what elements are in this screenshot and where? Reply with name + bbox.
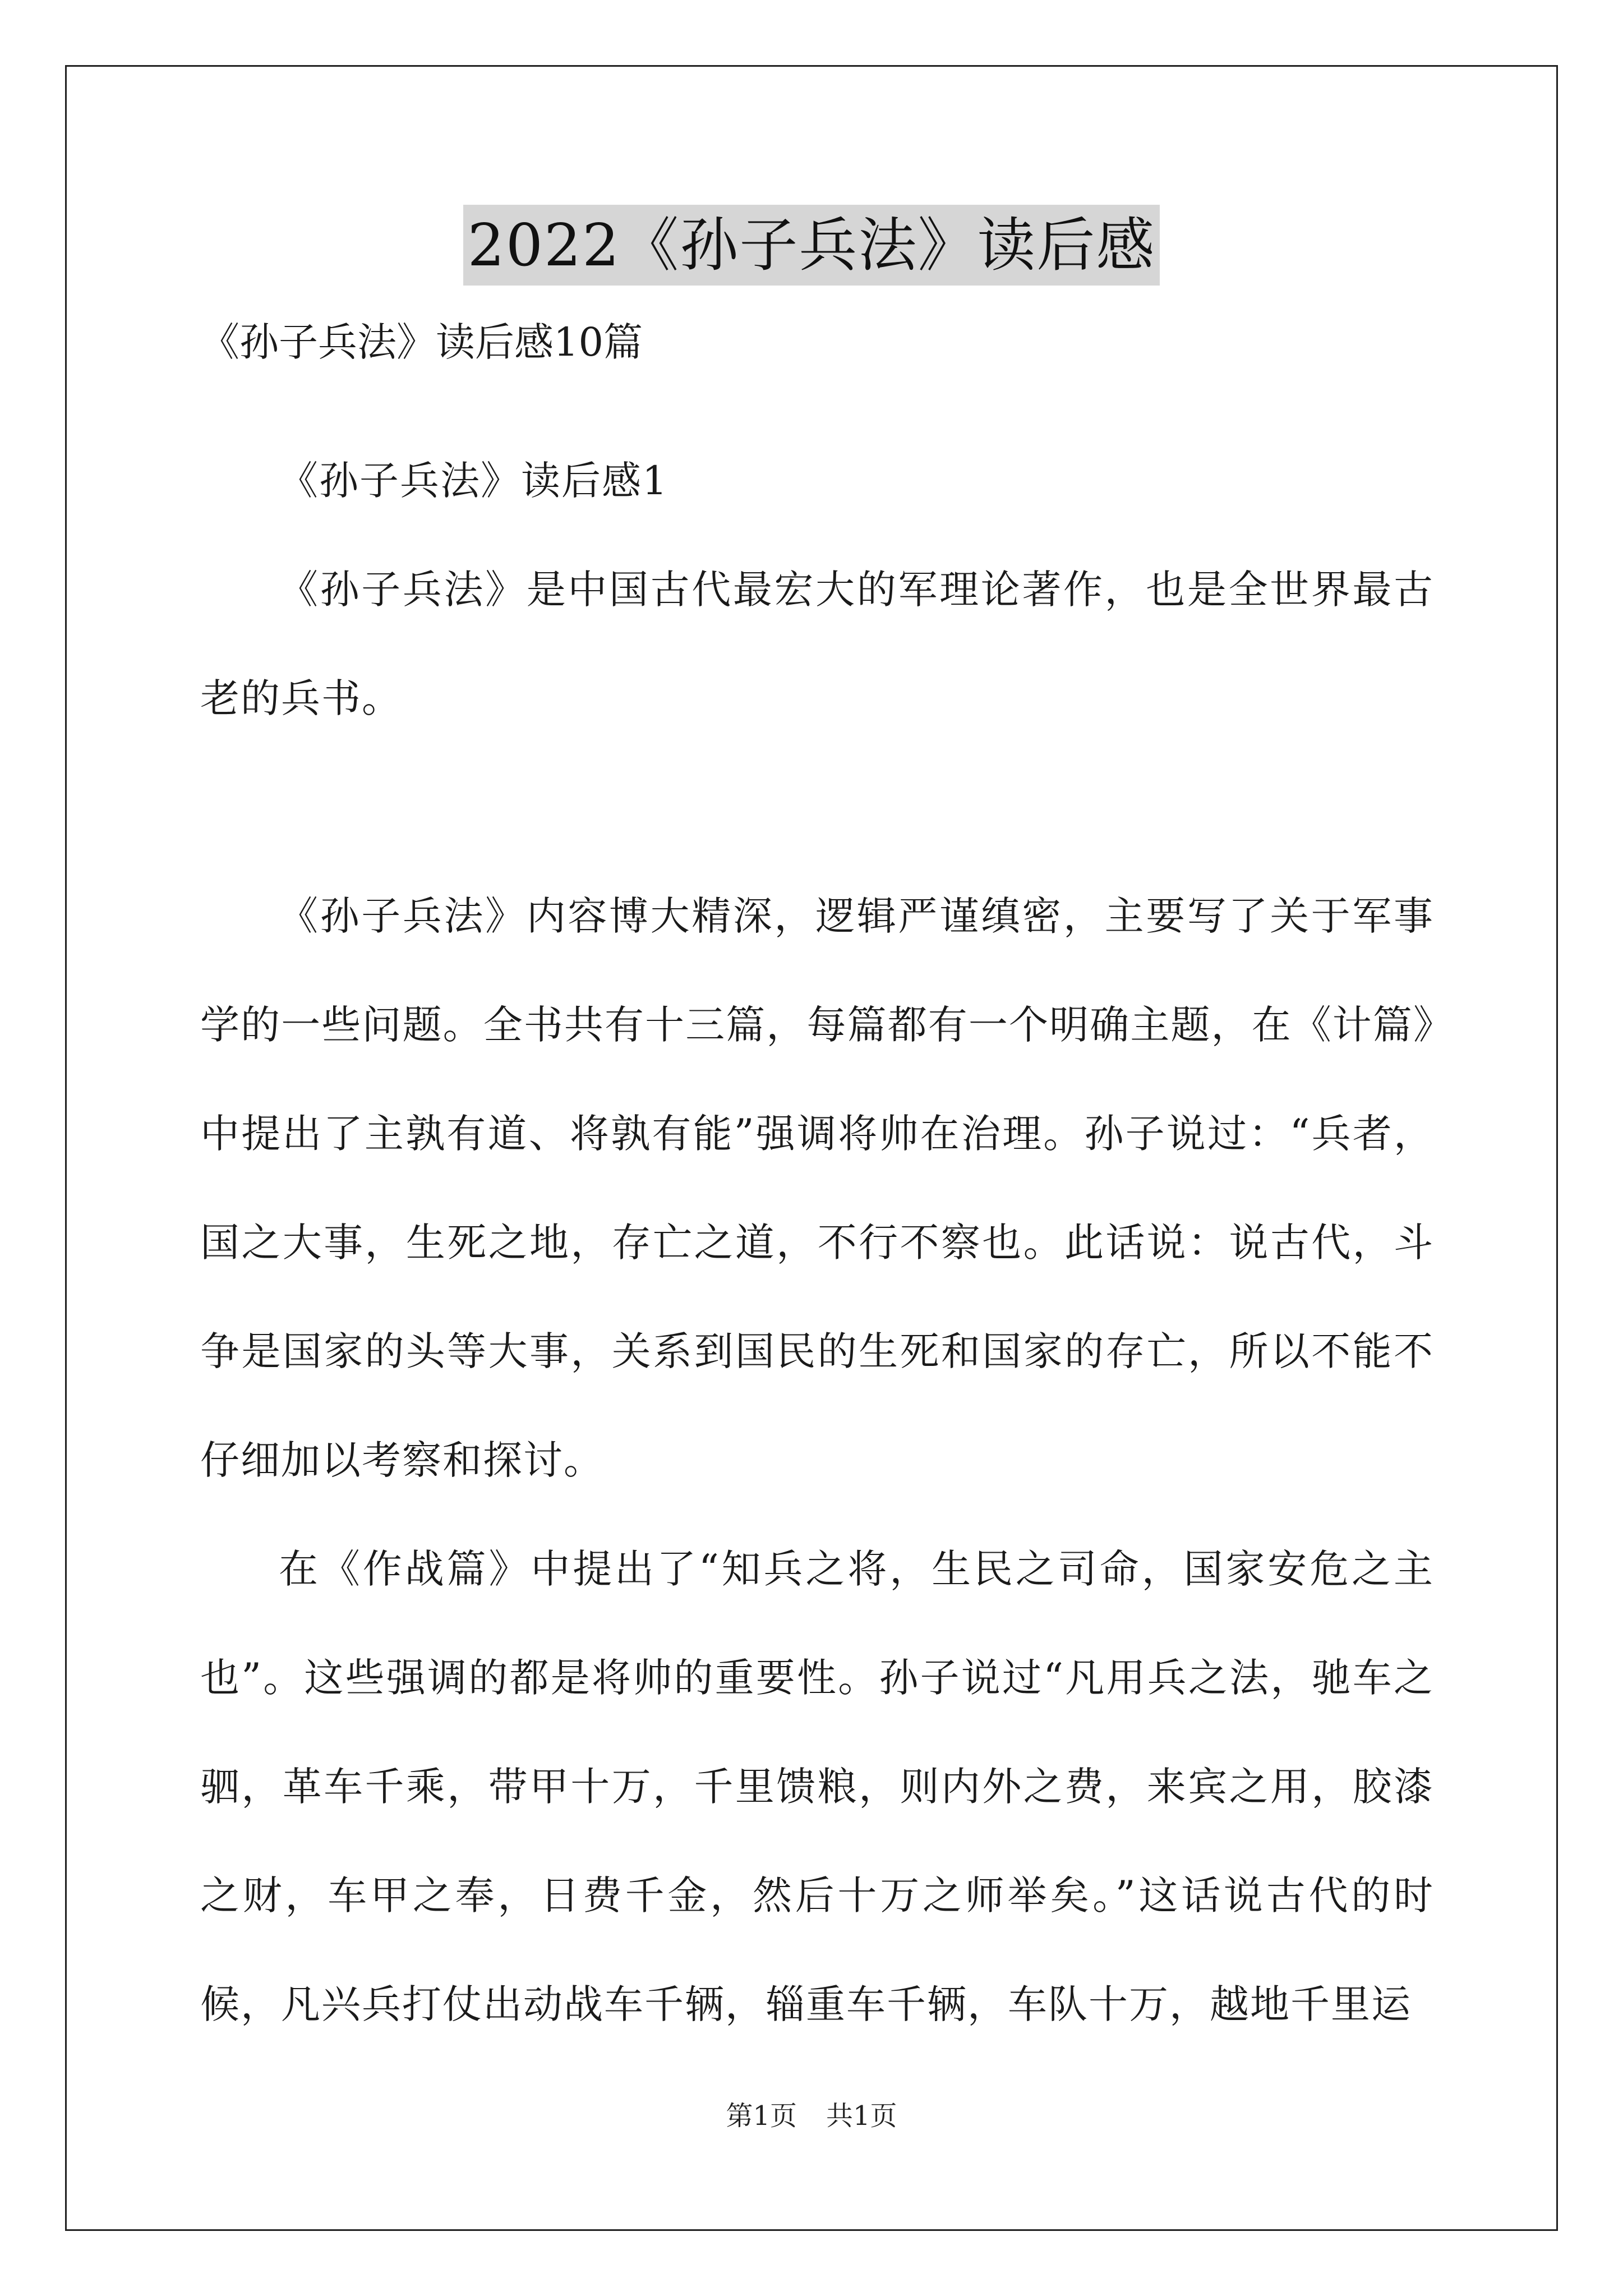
document-body <box>200 426 1434 2059</box>
page-footer <box>0 2099 1623 2133</box>
document-title: 2022《孙子兵法》读后感 <box>463 205 1160 286</box>
page-total: 共1页 <box>826 2100 897 2132</box>
paragraph: 《孙子兵法》是中国古代最宏大的军理论著作，也是全世界最古老的兵书。 <box>200 567 1434 721</box>
paragraph: 《孙子兵法》内容博大精深，逻辑严谨缜密，主要写了关于军事学的一些问题。全书共有十三篇，每篇都有一个明确主题，在《计篇》中提出了主孰有道、将孰有能”强调将帅在治理。孙子说过：“兵者，国之大事，生死之地，存亡之道，不行不察也。此话说：说古代，斗争是国家的头等大事，关系到国民的生死和国家的存亡，所以不能不仔细加以考察和探讨。 <box>200 893 1434 1483</box>
page-number: 第1页 <box>726 2100 797 2132</box>
title-container <box>0 205 1623 286</box>
paragraph: 在《作战篇》中提出了“知兵之将，生民之司命，国家安危之主也”。这些强调的都是将帅的重要性。孙子说过“凡用兵之法，驰车之驷，革车千乘，带甲十万，千里馈粮，则内外之费，来宾之用，胶漆之财，车甲之奉，日费千金，然后十万之师举矣。”这话说古代的时候，凡兴兵打仗出动战车千辆，辎重车千辆，车队十万，越地千里运 <box>200 1546 1434 2027</box>
document-subtitle: 《孙子兵法》读后感10篇 <box>200 319 643 365</box>
section-heading: 《孙子兵法》读后感1 <box>279 458 668 504</box>
